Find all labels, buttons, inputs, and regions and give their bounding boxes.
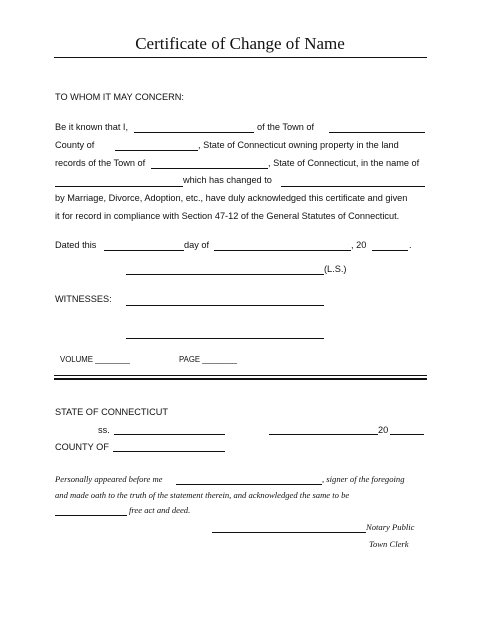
witness-line-1[interactable] bbox=[126, 305, 324, 306]
state-label: STATE OF CONNECTICUT bbox=[55, 407, 168, 417]
day-field[interactable] bbox=[104, 250, 184, 251]
pronoun-field[interactable] bbox=[55, 515, 127, 516]
salutation: TO WHOM IT MAY CONCERN: bbox=[55, 92, 184, 102]
notary-line2: and made oath to the truth of the statement therein, and acknowledged the same to be bbox=[55, 490, 350, 500]
witnesses-label: WITNESSES: bbox=[55, 294, 112, 304]
body-line5: by Marriage, Divorce, Adoption, etc., have duly acknowledged this certificate and given bbox=[55, 193, 408, 203]
town-field[interactable] bbox=[329, 132, 425, 133]
witness-line-2[interactable] bbox=[126, 338, 324, 339]
body-line3-b: , State of Connecticut, in the name of bbox=[268, 158, 420, 168]
new-name-field[interactable] bbox=[281, 186, 425, 187]
records-town-field[interactable] bbox=[151, 168, 268, 169]
document-title: Certificate of Change of Name bbox=[135, 34, 345, 53]
county-label: COUNTY OF bbox=[55, 442, 109, 452]
body-line6: it for record in compliance with Section 47-12 of the General Statutes of Connecticut. bbox=[55, 211, 400, 221]
section-divider bbox=[54, 375, 427, 380]
year-prefix: , 20 bbox=[351, 240, 367, 250]
appeared-name-field[interactable] bbox=[176, 484, 322, 485]
ls-label: (L.S.) bbox=[324, 264, 347, 274]
notary-line1-b: , signer of the foregoing bbox=[322, 474, 405, 484]
ack-date-field[interactable] bbox=[269, 434, 378, 435]
month-field[interactable] bbox=[214, 250, 351, 251]
notary-public-label: Notary Public bbox=[366, 522, 415, 532]
former-name-field[interactable] bbox=[55, 186, 183, 187]
ss-field[interactable] bbox=[114, 434, 225, 435]
page-label: PAGE ________ bbox=[179, 355, 237, 364]
county-field[interactable] bbox=[115, 150, 198, 151]
body-line2-b: , State of Connecticut owning property in the land bbox=[198, 140, 399, 150]
body-line1-a: Be it known that I, bbox=[55, 122, 129, 132]
twenty-label: 20 bbox=[378, 425, 389, 435]
signature-line[interactable] bbox=[126, 274, 324, 275]
dated-label: Dated this bbox=[55, 240, 97, 250]
name-field[interactable] bbox=[134, 132, 254, 133]
ack-year-field[interactable] bbox=[390, 434, 424, 435]
body-line4-a: which has changed to bbox=[183, 175, 272, 185]
notary-signature-line[interactable] bbox=[212, 532, 366, 533]
ack-county-field[interactable] bbox=[113, 451, 225, 452]
title-rule bbox=[54, 57, 427, 58]
town-clerk-label: Town Clerk bbox=[369, 539, 409, 549]
year-field[interactable] bbox=[372, 250, 408, 251]
notary-line1-a: Personally appeared before me bbox=[55, 474, 163, 484]
body-line3-a: records of the Town of bbox=[55, 158, 146, 168]
day-of-label: day of bbox=[184, 240, 210, 250]
body-line1-b: of the Town of bbox=[257, 122, 315, 132]
body-line2-a: County of bbox=[55, 140, 95, 150]
dated-period: . bbox=[409, 240, 412, 250]
ss-label: ss. bbox=[98, 425, 110, 435]
volume-label: VOLUME ________ bbox=[60, 355, 130, 364]
notary-line3: free act and deed. bbox=[129, 505, 191, 515]
